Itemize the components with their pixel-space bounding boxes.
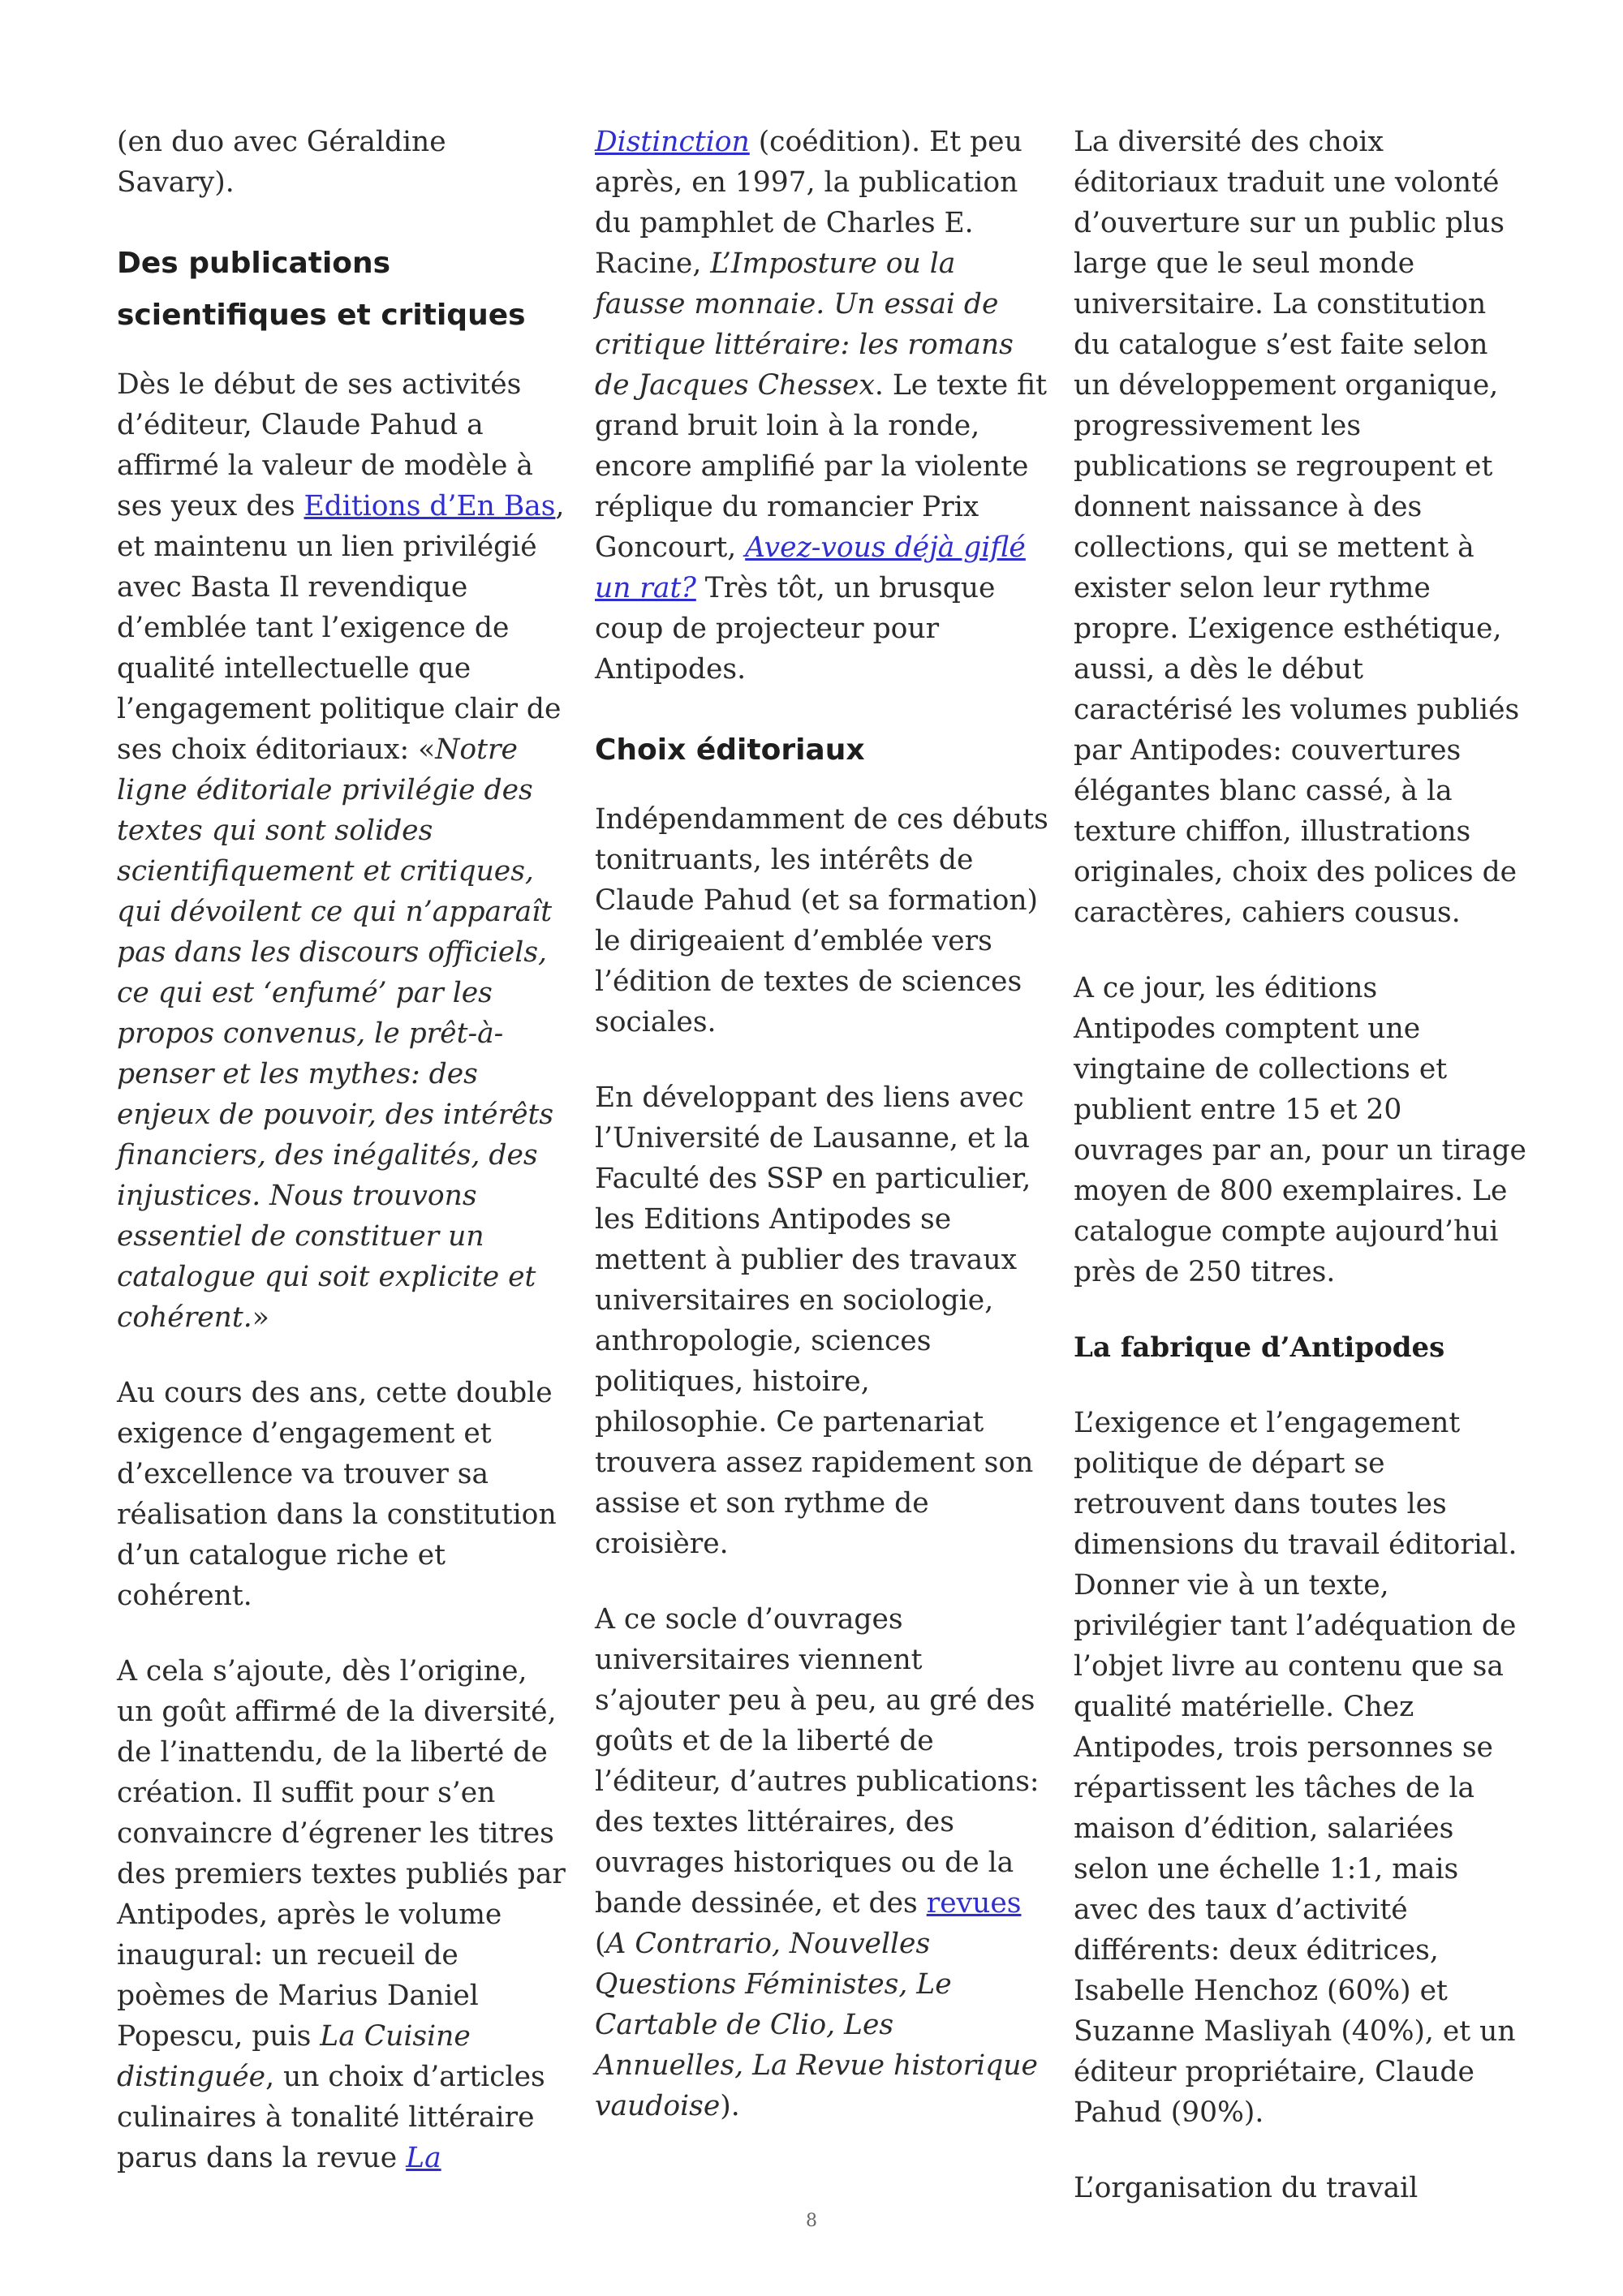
text-run: ). — [720, 2090, 740, 2122]
book-title: La Cuisine distinguée — [117, 2020, 471, 2093]
journal-titles: A Contrario, Nouvelles Questions Féministes, Le Cartable de Clio, Les Annuelles, La Revue historique vaudoise — [595, 1928, 1038, 2122]
text-run: L’organisation du travail — [1074, 2172, 1419, 2204]
link-la-distinction[interactable]: La — [406, 2142, 441, 2174]
paragraph — [117, 364, 571, 1338]
book-title: L’Imposture ou la fausse monnaie. Un essai de critique littéraire: les romans de Jacques Chessex — [595, 247, 1014, 402]
paragraph — [117, 122, 571, 203]
text-run: A ce jour, les éditions Antipodes comptent une vingtaine de collections et publient entre 15 et 20 ouvrages par an, pour un tirage moyen de 800 exemplaires. Le catalogue compte aujourd’hui près de 250 titres. — [1074, 972, 1526, 1288]
text-run: » — [252, 1301, 269, 1334]
paragraph — [1074, 2168, 1528, 2208]
text-run: ( — [595, 1928, 606, 1960]
paragraph — [595, 799, 1049, 1043]
link-revues[interactable]: revues — [926, 1887, 1022, 1920]
text-run: La diversité des choix éditoriaux traduit une volonté d’ouverture sur un public plus large que le seul monde universitaire. La constitution du catalogue s’est faite selon un développement organique, progressivement les publications se regroupent et donnent naissance à des collections, qui se mettent à exister selon leur rythme propre. L’exigence esthétique, aussi, a dès le début caractérisé les volumes publiés par Antipodes: couvertures élégantes blanc cassé, à la texture chiffon, illustrations originales, choix des polices de caractères, cahiers cousus. — [1074, 126, 1520, 929]
text-run: Très tôt, un brusque coup de projecteur pour Antipodes. — [595, 572, 996, 686]
text-run: A ce socle d’ouvrages universitaires viennent s’ajouter peu à peu, au gré des goûts et de la liberté de l’éditeur, d’autres publications: des textes littéraires, des ouvrages historiques ou de la bande dessinée, et des — [595, 1603, 1040, 1920]
text-run: Indépendamment de ces débuts tonitruants, les intérêts de Claude Pahud (et sa formation) le dirigeaient d’emblée vers l’édition de textes de sciences sociales. — [595, 803, 1048, 1038]
text-run: L’exigence et l’engagement politique de départ se retrouvent dans toutes les dimensions du travail éditorial. Donner vie à un texte, privilégier tant l’adéquation de l’objet livre au contenu que sa qualité matérielle. Chez Antipodes, trois personnes se répartissent les tâches de la maison d’édition, salariées selon une échelle 1:1, mais avec des taux d’activité différents: deux éditrices, Isabelle Henchoz (60%) et Suzanne Masliyah (40%), et un éditeur propriétaire, Claude Pahud (90%). — [1074, 1407, 1518, 2129]
column-right — [1074, 122, 1528, 2243]
quote-text: Notre ligne éditoriale privilégie des textes qui sont solides scientifiquement et critiques, qui dévoilent ce qui n’apparaît pas dans les discours officiels, ce qui est ‘enfumé’ par les propos convenus, le prêt-à-penser et les mythes: des enjeux de pouvoir, des intérêts financiers, des inégalités, des injustices. Nous trouvons essentiel de constituer un catalogue qui soit explicite et cohérent. — [117, 733, 554, 1334]
paragraph — [117, 1651, 571, 2178]
paragraph — [117, 1373, 571, 1616]
column-left — [117, 122, 571, 2213]
text-run: A cela s’ajoute, dès l’origine, un goût affirmé de la diversité, de l’inattendu, de la liberté de création. Il suffit pour s’en convaincre d’égrener les titres des premiers textes publiés par Antipodes, après le volume inaugural: un recueil de poèmes de Marius Daniel Popescu, puis — [117, 1655, 566, 2053]
paragraph — [595, 122, 1049, 690]
text-run: Dès le début de ses activités d’éditeur, Claude Pahud a affirmé la valeur de modèle à ses yeux des — [117, 368, 533, 522]
text-run: Au cours des ans, cette double exigence d’engagement et d’excellence va trouver sa réalisation dans la constitution d’un catalogue riche et cohérent. — [117, 1377, 557, 1612]
text-run: En développant des liens avec l’Université de Lausanne, et la Faculté des SSP en particulier, les Editions Antipodes se mettent à publier des travaux universitaires en sociologie, anthropologie, sciences politiques, histoire, philosophie. Ce partenariat trouvera assez rapidement son assise et son rythme de croisière. — [595, 1081, 1034, 1560]
text-run: . Le texte fit grand bruit loin à la ronde, encore amplifié par la violente réplique du romancier Prix Goncourt, — [595, 369, 1047, 564]
paragraph — [595, 1077, 1049, 1564]
text-run: (coédition). Et peu après, en 1997, la publication du pamphlet de Charles E. Racine, — [595, 126, 1022, 280]
link-distinction[interactable]: Distinction — [595, 126, 750, 158]
page-number: 8 — [806, 2211, 817, 2231]
paragraph — [595, 1599, 1049, 2126]
section-heading-choix: Choix éditoriaux — [595, 733, 865, 767]
section-heading-fabrique: La fabrique d’Antipodes — [1074, 1331, 1445, 1364]
section-heading-publications: Des publications scientifiques et critiques — [117, 247, 526, 332]
link-avez-vous-deja-gifle[interactable]: Avez-vous déjà giflé un rat? — [595, 531, 1026, 604]
column-middle — [595, 122, 1049, 2161]
text-run: , un choix d’articles culinaires à tonalité littéraire parus dans la revue — [117, 2061, 545, 2174]
link-editions-en-bas[interactable]: Editions d’En Bas — [304, 490, 556, 522]
paragraph — [1074, 968, 1528, 1292]
text-run: (en duo avec Géraldine Savary). — [117, 126, 446, 199]
paragraph — [1074, 122, 1528, 933]
paragraph — [1074, 1403, 1528, 2133]
text-run: , et maintenu un lien privilégié avec Basta Il revendique d’emblée tant l’exigence de qualité intellectuelle que l’engagement politique clair de ses choix éditoriaux: « — [117, 490, 565, 766]
